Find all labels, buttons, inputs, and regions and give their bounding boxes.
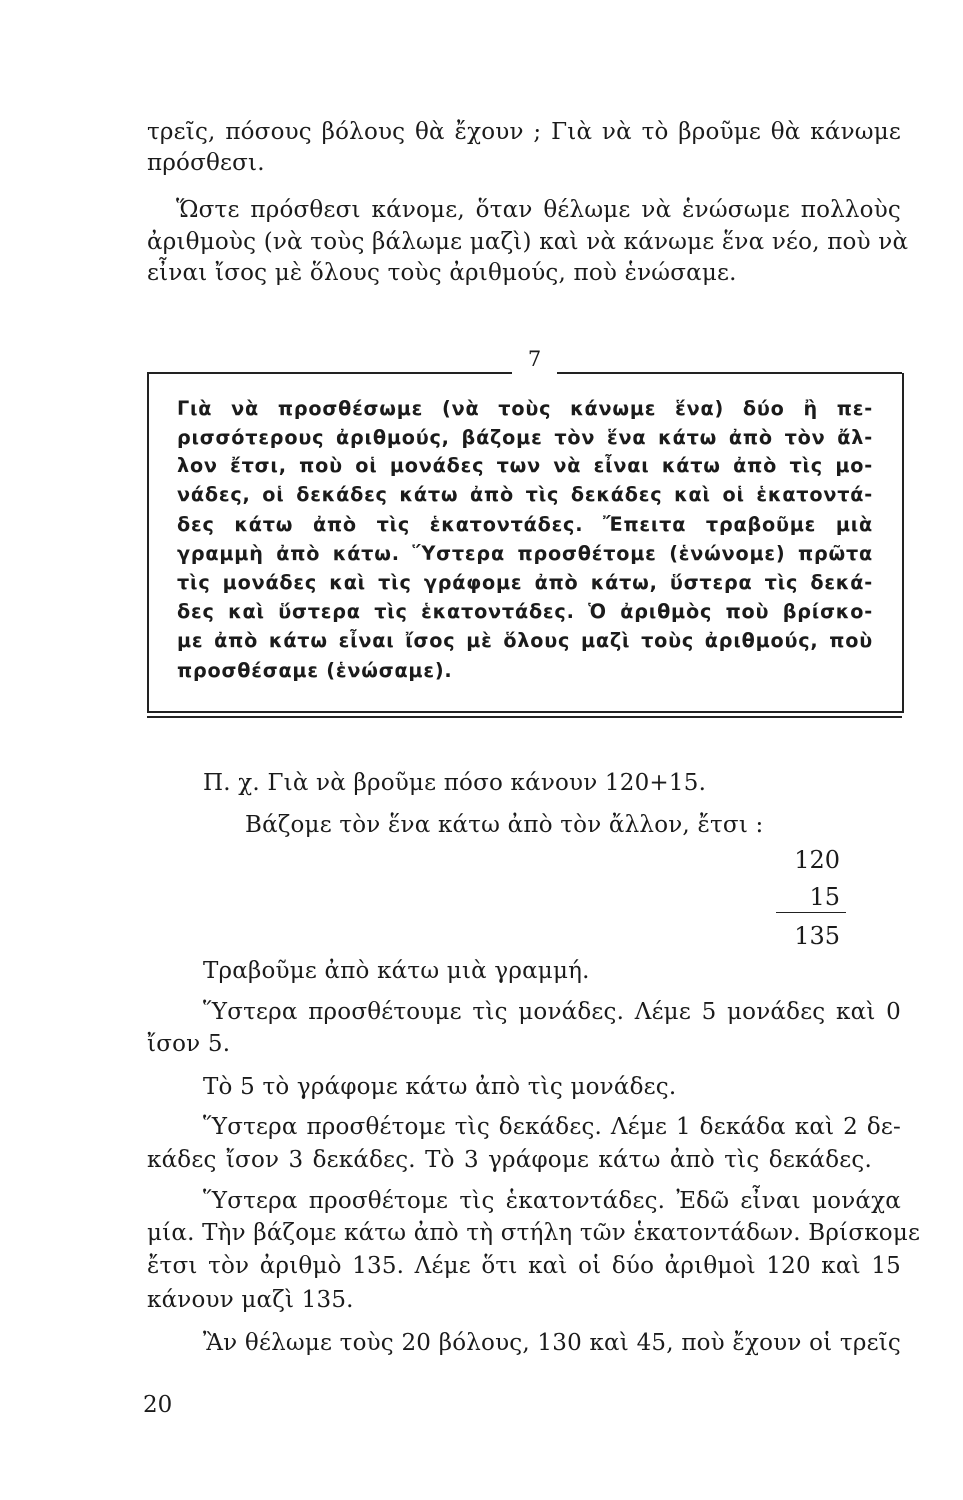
rule-line-8: δες καὶ ὕστερα τὶς ἑκατοντάδες. Ὁ ἀριθμὸς ποὺ βρίσκο- [177,600,873,623]
intro-line-1: τρεῖς, πόσους βόλους θὰ ἔχουν ; Γιὰ νὰ τὸ βροῦμε θὰ κάνωμε [147,119,901,145]
rule-line-9: με ἀπὸ κάτω εἶναι ἴσος μὲ ὅλους μαζὶ τοὺς ἀριθμούς, ποὺ [177,629,873,652]
intro-line-3: Ὥστε πρόσθεσι κάνομε, ὅταν θέλωμε νὰ ἑνώσωμε πολλοὺς [176,197,901,223]
rest-line-3: ἴσον 5. [147,1031,231,1057]
addend-15: 15 [809,883,840,911]
rest-line-4: Τὸ 5 τὸ γράφομε κάτω ἀπὸ τὶς μονάδες. [203,1074,677,1100]
rest-line-9: ἔτσι τὸν ἀριθμὸ 135. Λέμε ὅτι καὶ οἱ δύο ἀριθμοὶ 120 καὶ 15 [147,1253,901,1279]
sum-rule [776,912,846,913]
intro-line-5: εἶναι ἴσος μὲ ὅλους τοὺς ἀριθμούς, ποὺ ἑνώσαμε. [147,260,737,286]
rest-line-10: κάνουν μαζὶ 135. [147,1287,354,1313]
rest-line-6: κάδες ἴσον 3 δεκάδες. Τὸ 3 γράφομε κάτω ἀπὸ τὶς δεκάδες. [147,1147,872,1173]
rule-line-5: δες κάτω ἀπὸ τὶς ἑκατοντάδες. Ἔπειτα τραβοῦμε μιὰ [177,513,873,536]
rule-line-6: γραμμὴ ἀπὸ κάτω. Ὕστερα προσθέτομε (ἑνώνομε) πρῶτα [177,542,873,565]
rule-line-7: τὶς μονάδες καὶ τὶς γράφομε ἀπὸ κάτω, ὕστερα τὶς δεκά- [177,571,873,594]
sum-135: 135 [794,922,840,950]
rule-line-1: Γιὰ νὰ προσθέσωμε (νὰ τοὺς κάνωμε ἕνα) δύο ἢ πε- [177,397,873,420]
rest-line-2: Ὕστερα προσθέτουμε τὶς μονάδες. Λέμε 5 μονάδες καὶ 0 [203,999,901,1025]
rule-line-3: λον ἔτσι, ποὺ οἱ μονάδες των νὰ εἶναι κάτω ἀπὸ τὶς μο- [177,454,873,477]
rule-line-10: προσθέσαμε (ἑνώσαμε). [177,659,453,682]
example-instruction: Βάζομε τὸν ἕνα κάτω ἀπὸ τὸν ἄλλον, ἔτσι : [245,812,764,838]
rest-line-5: Ὕστερα προσθέτομε τὶς δεκάδες. Λέμε 1 δεκάδα καὶ 2 δε- [203,1114,901,1140]
rest-line-1: Τραβοῦμε ἀπὸ κάτω μιὰ γραμμή. [203,958,590,984]
addend-120: 120 [794,846,840,874]
rule-line-2: ρισσότερους ἀριθμούς, βάζομε τὸν ἕνα κάτω ἀπὸ τὸν ἄλ- [177,426,873,449]
rule-line-4: νάδες, οἱ δεκάδες κάτω ἀπὸ τὶς δεκάδες καὶ οἱ ἑκατοντά- [177,483,873,506]
rest-line-7: Ὕστερα προσθέτομε τὶς ἑκατοντάδες. Ἐδῶ εἶναι μονάχα [203,1188,901,1214]
intro-line-4: ἀριθμοὺς (νὰ τοὺς βάλωμε μαζὶ) καὶ νὰ κάνωμε ἕνα νέο, ποὺ νὰ [147,229,909,255]
intro-line-2: πρόσθεσι. [147,150,265,176]
rest-line-8: μία. Τὴν βάζομε κάτω ἀπὸ τὴ στήλη τῶν ἑκατοντάδων. Βρίσκομε [147,1220,921,1246]
example-intro: Π. χ. Γιὰ νὰ βροῦμε πόσο κάνουν 120+15. [203,770,707,796]
rule-box-bottom-rule [147,716,902,718]
rest-line-11: Ἂν θέλωμε τοὺς 20 βόλους, 130 καὶ 45, ποὺ ἔχουν οἱ τρεῖς [203,1330,901,1356]
page-number: 20 [143,1392,173,1418]
rule-number: 7 [527,347,542,371]
